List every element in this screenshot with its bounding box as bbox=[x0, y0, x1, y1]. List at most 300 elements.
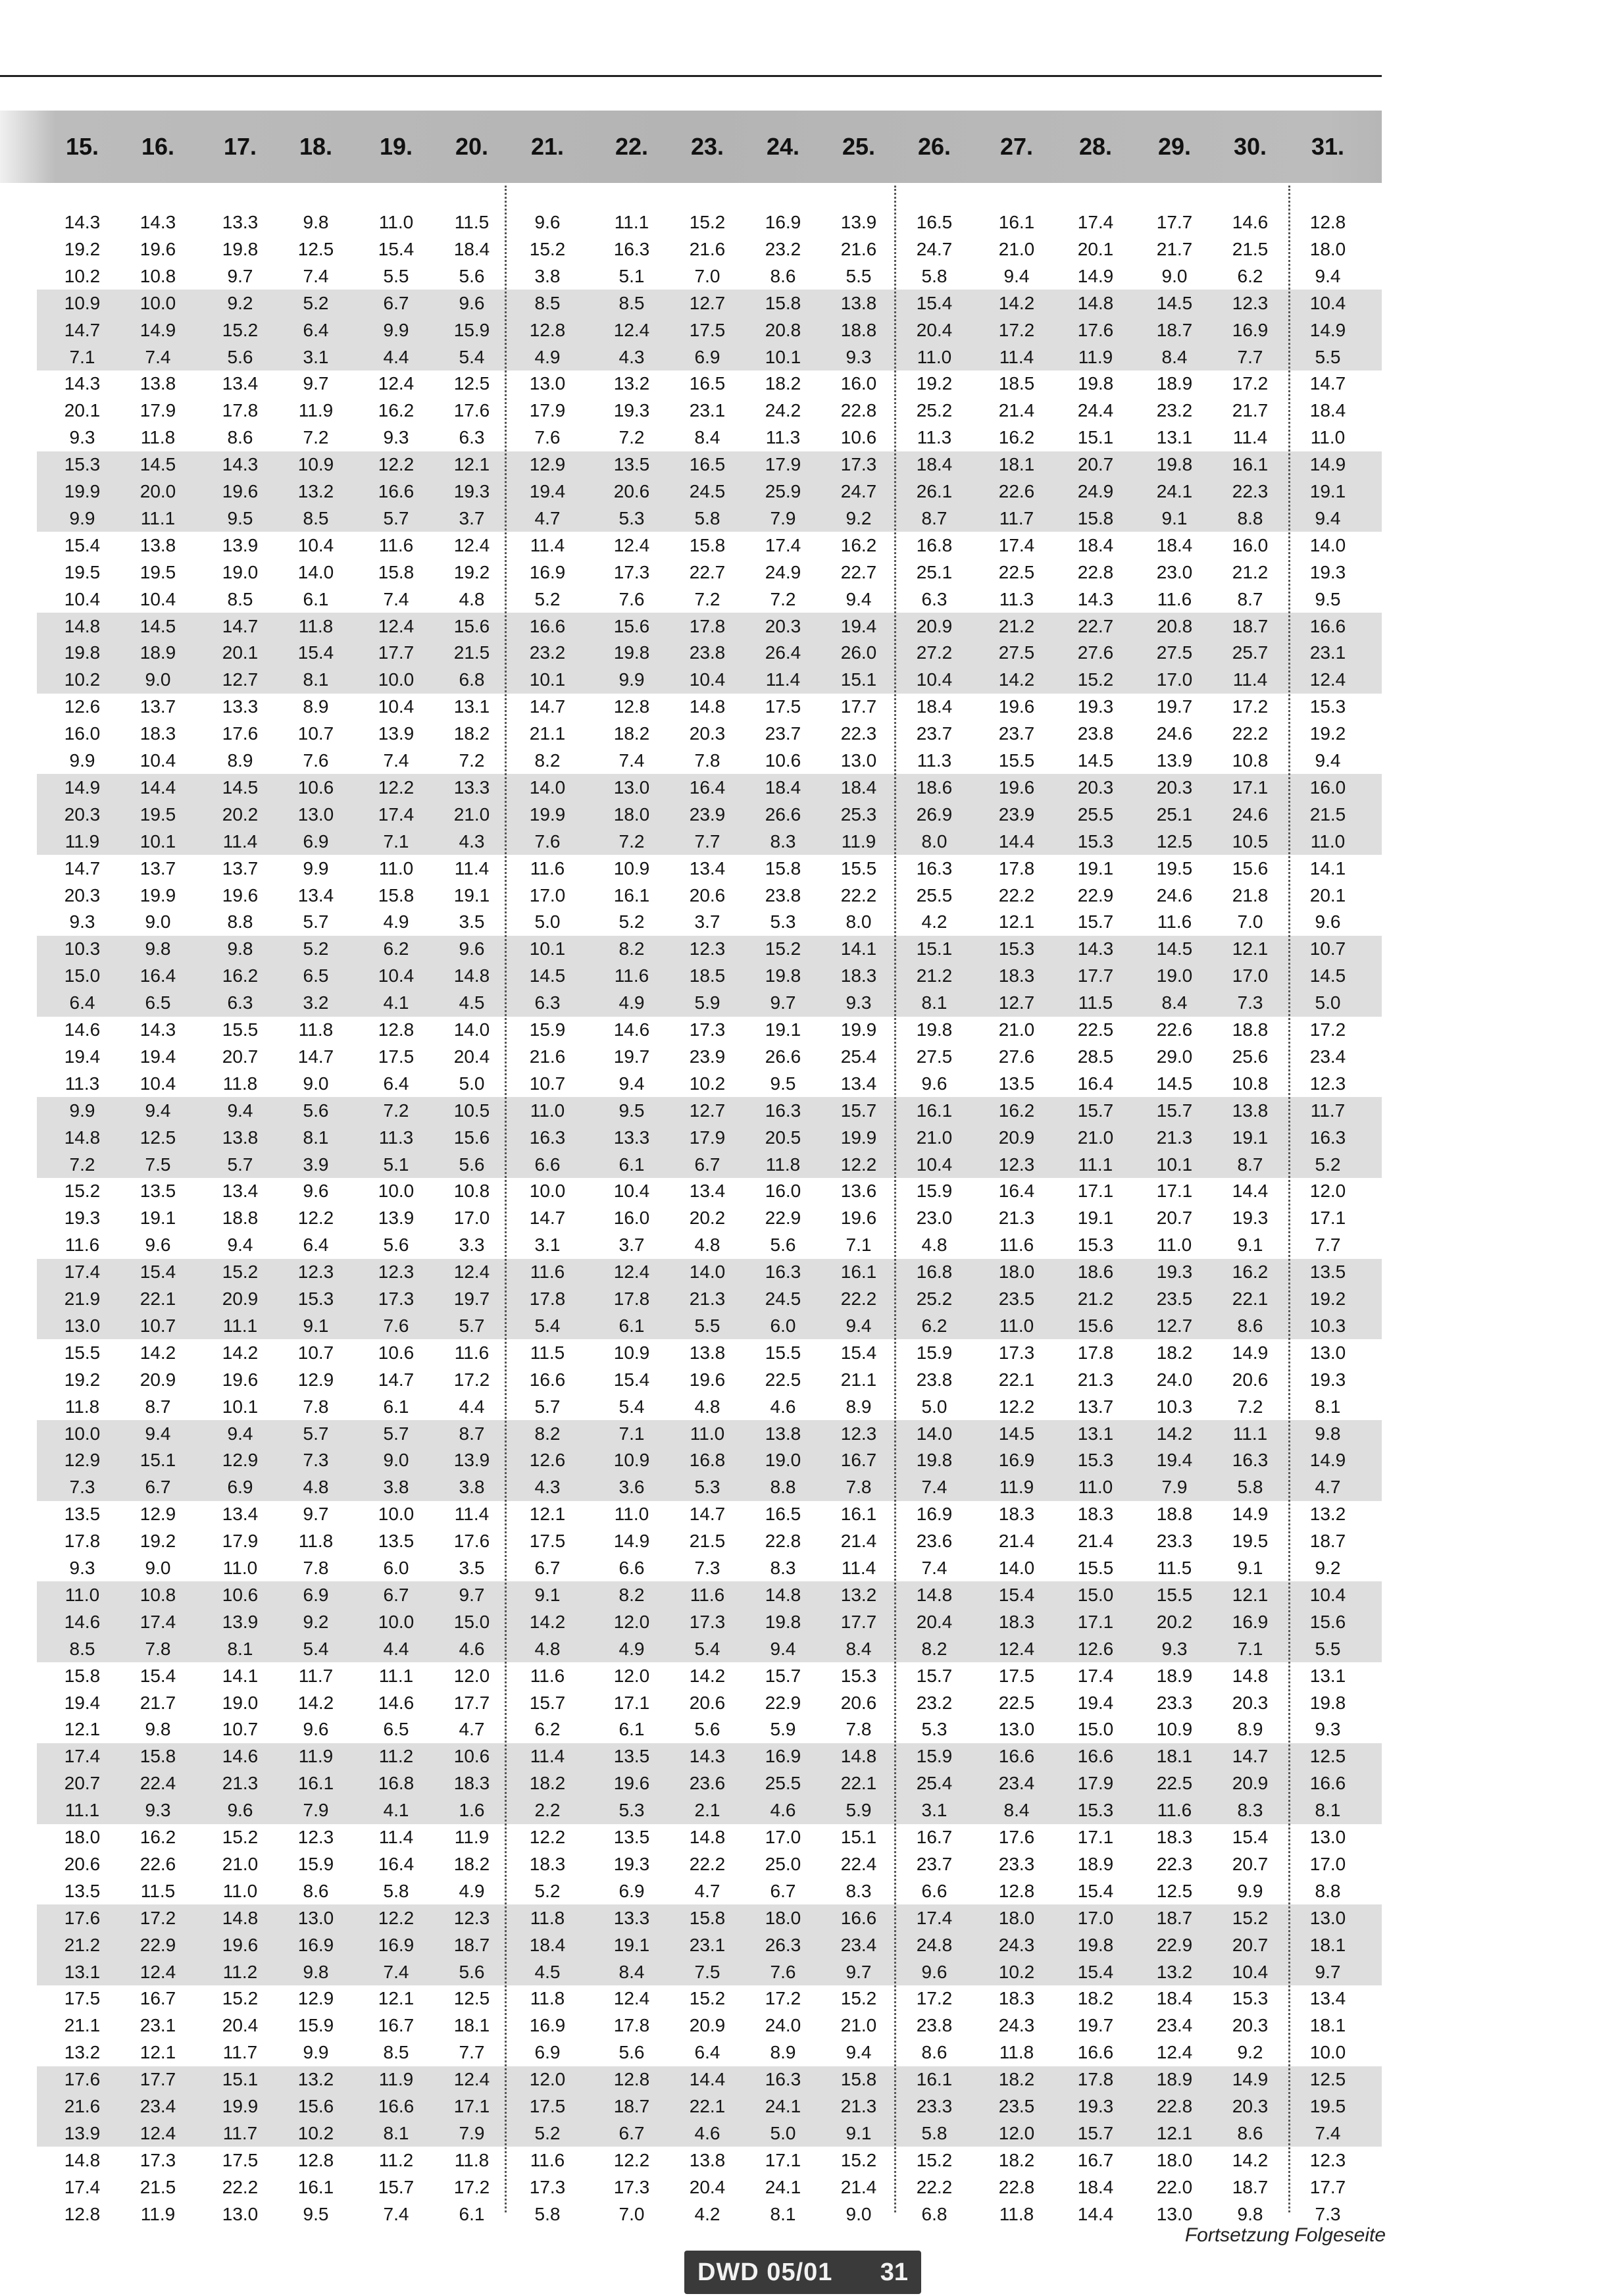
table-cell: 13.4 bbox=[222, 1504, 259, 1525]
table-cell: 11.0 bbox=[378, 212, 414, 232]
table-cell: 7.7 bbox=[1315, 1235, 1341, 1256]
table-cell: 15.5 bbox=[840, 857, 877, 879]
table-cell: 20.7 bbox=[64, 1773, 101, 1794]
table-cell: 19.8 bbox=[613, 642, 650, 663]
table-cell: 7.4 bbox=[921, 1477, 947, 1498]
table-cell: 9.4 bbox=[846, 1315, 872, 1336]
table-cell: 19.8 bbox=[916, 1019, 953, 1040]
table-cell: 5.2 bbox=[303, 292, 329, 313]
table-cell: 9.7 bbox=[846, 1961, 872, 1982]
table-cell: 22.1 bbox=[1232, 1288, 1269, 1309]
table-cell: 4.8 bbox=[303, 1477, 329, 1498]
table-cell: 23.6 bbox=[689, 1773, 726, 1794]
table-cell: 18.7 bbox=[453, 1934, 490, 1955]
table-cell: 25.5 bbox=[916, 884, 953, 906]
table-cell: 11.8 bbox=[530, 1907, 565, 1928]
table-cell: 21.4 bbox=[998, 400, 1035, 421]
table-cell: 10.7 bbox=[139, 1315, 176, 1336]
table-cell: 15.0 bbox=[64, 965, 101, 986]
table-cell: 17.3 bbox=[689, 1611, 726, 1632]
table-cell: 17.5 bbox=[64, 1988, 101, 2009]
table-cell: 11.0 bbox=[1078, 1477, 1113, 1498]
table-cell: 11.4 bbox=[222, 830, 258, 852]
table-cell: 17.0 bbox=[1309, 1853, 1346, 1874]
table-cell: 16.1 bbox=[840, 1262, 877, 1283]
table-cell: 8.9 bbox=[770, 2042, 796, 2063]
table-cell: 19.2 bbox=[453, 561, 490, 582]
table-cell: 20.1 bbox=[222, 642, 259, 663]
table-cell: 15.2 bbox=[689, 212, 726, 232]
table-cell: 15.3 bbox=[1077, 1235, 1114, 1256]
table-cell: 3.1 bbox=[921, 1800, 947, 1821]
table-cell: 17.3 bbox=[378, 1288, 415, 1309]
table-cell: 11.0 bbox=[222, 1880, 258, 1901]
table-cell: 11.5 bbox=[530, 1342, 565, 1363]
table-cell: 20.9 bbox=[998, 1127, 1035, 1148]
table-cell: 11.6 bbox=[999, 1235, 1034, 1256]
table-cell: 20.2 bbox=[1156, 1611, 1193, 1632]
table-cell: 17.2 bbox=[1232, 696, 1269, 717]
table-cell: 7.4 bbox=[383, 1961, 409, 1982]
table-cell: 13.9 bbox=[222, 1611, 259, 1632]
table-cell: 18.3 bbox=[998, 1611, 1035, 1632]
table-cell: 8.1 bbox=[1315, 1396, 1341, 1417]
table-cell: 18.0 bbox=[1156, 2149, 1193, 2170]
table-cell: 9.0 bbox=[303, 1073, 329, 1094]
table-cell: 19.2 bbox=[916, 373, 953, 394]
table-cell: 7.4 bbox=[921, 1558, 947, 1578]
table-cell: 6.1 bbox=[619, 1154, 645, 1175]
table-cell: 14.9 bbox=[1232, 1504, 1269, 1525]
table-cell: 7.6 bbox=[534, 830, 561, 852]
table-cell: 16.6 bbox=[529, 615, 566, 636]
table-cell: 16.0 bbox=[1309, 777, 1346, 798]
table-cell: 15.8 bbox=[765, 292, 801, 313]
table-cell: 5.5 bbox=[694, 1315, 720, 1336]
table-cell: 9.7 bbox=[303, 1504, 329, 1525]
table-cell: 11.6 bbox=[1157, 1800, 1192, 1821]
table-cell: 14.7 bbox=[222, 615, 259, 636]
table-cell: 6.1 bbox=[383, 1396, 409, 1417]
table-cell: 9.7 bbox=[303, 373, 329, 394]
table-cell: 12.1 bbox=[64, 1719, 101, 1740]
table-cell: 19.9 bbox=[64, 481, 101, 501]
table-cell: 16.8 bbox=[916, 1262, 953, 1283]
table-cell: 23.8 bbox=[689, 642, 726, 663]
table-cell: 13.8 bbox=[765, 1423, 801, 1444]
table-cell: 19.7 bbox=[613, 1046, 650, 1067]
table-cell: 8.7 bbox=[145, 1396, 171, 1417]
table-cell: 17.8 bbox=[998, 857, 1035, 879]
table-cell: 19.7 bbox=[453, 1288, 490, 1309]
table-cell: 11.4 bbox=[530, 1746, 565, 1767]
table-cell: 6.7 bbox=[619, 2122, 645, 2143]
table-cell: 5.8 bbox=[534, 2203, 561, 2224]
table-cell: 22.3 bbox=[1232, 481, 1269, 501]
table-cell: 8.3 bbox=[770, 1558, 796, 1578]
table-cell: 6.4 bbox=[694, 2042, 720, 2063]
table-cell: 5.9 bbox=[770, 1719, 796, 1740]
table-cell: 14.0 bbox=[529, 777, 566, 798]
table-cell: 4.7 bbox=[534, 507, 561, 528]
table-cell: 6.3 bbox=[534, 992, 561, 1013]
table-cell: 12.3 bbox=[297, 1827, 334, 1847]
table-cell: 4.9 bbox=[619, 992, 645, 1013]
table-cell: 9.6 bbox=[303, 1181, 329, 1202]
table-cell: 20.3 bbox=[689, 723, 726, 744]
table-cell: 13.0 bbox=[613, 777, 650, 798]
table-cell: 8.8 bbox=[770, 1477, 796, 1498]
table-cell: 3.8 bbox=[459, 1477, 485, 1498]
table-cell: 15.4 bbox=[297, 642, 334, 663]
table-cell: 11.6 bbox=[1157, 911, 1192, 932]
table-cell: 16.4 bbox=[1077, 1073, 1114, 1094]
table-cell: 8.2 bbox=[534, 750, 561, 771]
table-cell: 4.9 bbox=[459, 1880, 485, 1901]
table-cell: 7.2 bbox=[459, 750, 485, 771]
table-cell: 20.1 bbox=[1077, 238, 1114, 259]
table-cell: 17.2 bbox=[453, 1369, 490, 1390]
table-cell: 13.4 bbox=[1309, 1988, 1346, 2009]
table-cell: 16.6 bbox=[378, 2096, 415, 2116]
table-cell: 12.3 bbox=[453, 1907, 490, 1928]
table-cell: 22.9 bbox=[139, 1934, 176, 1955]
table-cell: 15.9 bbox=[916, 1342, 953, 1363]
table-cell: 14.7 bbox=[1232, 1746, 1269, 1767]
table-cell: 15.4 bbox=[840, 1342, 877, 1363]
table-cell: 15.1 bbox=[139, 1450, 176, 1471]
table-cell: 7.3 bbox=[303, 1450, 329, 1471]
table-cell: 22.1 bbox=[689, 2096, 726, 2116]
table-cell: 10.1 bbox=[139, 830, 176, 852]
table-cell: 8.5 bbox=[69, 1638, 95, 1659]
table-cell: 19.8 bbox=[916, 1450, 953, 1471]
table-cell: 10.9 bbox=[64, 292, 101, 313]
table-cell: 18.3 bbox=[1077, 1504, 1114, 1525]
table-cell: 9.9 bbox=[303, 857, 329, 879]
table-cell: 6.5 bbox=[383, 1719, 409, 1740]
table-cell: 10.4 bbox=[297, 534, 334, 555]
day-header: 20. bbox=[455, 133, 489, 160]
day-header: 29. bbox=[1157, 133, 1192, 160]
table-cell: 19.5 bbox=[1309, 2096, 1346, 2116]
table-cell: 8.5 bbox=[303, 507, 329, 528]
table-cell: 20.3 bbox=[1232, 1692, 1269, 1713]
table-cell: 4.6 bbox=[694, 2122, 720, 2143]
table-cell: 20.1 bbox=[1309, 884, 1346, 906]
table-cell: 18.4 bbox=[840, 777, 877, 798]
table-cell: 10.9 bbox=[613, 1450, 650, 1471]
table-cell: 14.8 bbox=[222, 1907, 259, 1928]
table-cell: 14.0 bbox=[916, 1423, 953, 1444]
table-cell: 10.2 bbox=[998, 1961, 1035, 1982]
table-cell: 8.4 bbox=[619, 1961, 645, 1982]
table-cell: 17.8 bbox=[613, 1288, 650, 1309]
table-cell: 15.3 bbox=[840, 1665, 877, 1686]
table-cell: 7.2 bbox=[383, 1100, 409, 1121]
page-tag bbox=[684, 2251, 921, 2294]
table-cell: 3.7 bbox=[619, 1235, 645, 1256]
table-cell: 23.6 bbox=[916, 1531, 953, 1552]
table-cell: 27.6 bbox=[1077, 642, 1114, 663]
table-cell: 19.8 bbox=[1156, 454, 1193, 475]
table-cell: 23.9 bbox=[689, 804, 726, 825]
table-cell: 5.0 bbox=[534, 911, 561, 932]
table-cell: 16.6 bbox=[1077, 2042, 1114, 2063]
table-cell: 14.7 bbox=[1309, 373, 1346, 394]
table-cell: 12.2 bbox=[840, 1154, 877, 1175]
table-cell: 9.1 bbox=[303, 1315, 329, 1336]
table-cell: 22.5 bbox=[998, 561, 1035, 582]
table-cell: 15.3 bbox=[1077, 830, 1114, 852]
table-cell: 19.7 bbox=[1077, 2015, 1114, 2036]
table-cell: 16.4 bbox=[998, 1181, 1035, 1202]
table-cell: 8.3 bbox=[1237, 1800, 1263, 1821]
table-cell: 17.3 bbox=[529, 2176, 566, 2197]
column-separator bbox=[894, 186, 896, 2212]
table-cell: 7.3 bbox=[1237, 992, 1263, 1013]
table-cell: 13.0 bbox=[1309, 1907, 1346, 1928]
day-header: 22. bbox=[615, 133, 649, 160]
table-cell: 7.6 bbox=[534, 427, 561, 448]
column-separator bbox=[505, 186, 507, 2212]
table-cell: 13.9 bbox=[840, 212, 877, 232]
table-cell: 14.1 bbox=[1309, 857, 1346, 879]
day-header: 28. bbox=[1078, 133, 1113, 160]
table-cell: 22.2 bbox=[840, 884, 877, 906]
table-cell: 7.9 bbox=[770, 507, 796, 528]
table-cell: 18.3 bbox=[139, 723, 176, 744]
table-cell: 11.6 bbox=[614, 965, 649, 986]
table-cell: 6.4 bbox=[303, 319, 329, 340]
table-cell: 13.0 bbox=[297, 804, 334, 825]
table-cell: 13.0 bbox=[1309, 1342, 1346, 1363]
table-cell: 19.6 bbox=[222, 884, 259, 906]
table-cell: 17.5 bbox=[529, 2096, 566, 2116]
table-cell: 10.7 bbox=[529, 1073, 566, 1094]
table-cell: 15.8 bbox=[64, 1665, 101, 1686]
table-cell: 12.1 bbox=[1156, 2122, 1193, 2143]
table-cell: 19.1 bbox=[613, 1934, 650, 1955]
table-cell: 7.6 bbox=[303, 750, 329, 771]
table-cell: 14.3 bbox=[1077, 938, 1114, 959]
table-cell: 25.1 bbox=[916, 561, 953, 582]
table-cell: 18.4 bbox=[453, 238, 490, 259]
table-cell: 8.8 bbox=[1237, 507, 1263, 528]
table-cell: 15.6 bbox=[453, 1127, 490, 1148]
table-cell: 9.9 bbox=[383, 319, 409, 340]
table-cell: 4.9 bbox=[534, 346, 561, 367]
table-cell: 14.2 bbox=[529, 1611, 566, 1632]
table-cell: 13.0 bbox=[1309, 1827, 1346, 1847]
table-cell: 12.0 bbox=[998, 2122, 1035, 2143]
table-cell: 23.7 bbox=[765, 723, 801, 744]
table-cell: 7.9 bbox=[1161, 1477, 1188, 1498]
table-cell: 12.6 bbox=[1077, 1638, 1114, 1659]
table-cell: 17.1 bbox=[453, 2096, 490, 2116]
table-cell: 5.2 bbox=[534, 1880, 561, 1901]
table-cell: 16.7 bbox=[916, 1827, 953, 1847]
table-cell: 10.0 bbox=[64, 1423, 101, 1444]
table-cell: 18.3 bbox=[529, 1853, 566, 1874]
table-cell: 19.2 bbox=[1309, 1288, 1346, 1309]
table-cell: 15.7 bbox=[1156, 1100, 1193, 1121]
table-cell: 9.3 bbox=[69, 1558, 95, 1578]
table-cell: 13.9 bbox=[1156, 750, 1193, 771]
table-cell: 19.8 bbox=[1077, 373, 1114, 394]
table-cell: 11.3 bbox=[999, 588, 1034, 609]
table-cell: 23.1 bbox=[139, 2015, 176, 2036]
table-cell: 15.4 bbox=[64, 534, 101, 555]
table-cell: 11.6 bbox=[690, 1584, 725, 1605]
table-cell: 17.1 bbox=[1077, 1827, 1114, 1847]
table-cell: 16.3 bbox=[765, 1100, 801, 1121]
table-cell: 12.3 bbox=[297, 1262, 334, 1283]
table-cell: 12.4 bbox=[453, 534, 490, 555]
table-cell: 11.8 bbox=[222, 1073, 258, 1094]
table-cell: 20.9 bbox=[139, 1369, 176, 1390]
table-cell: 6.7 bbox=[145, 1477, 171, 1498]
table-cell: 10.0 bbox=[378, 669, 415, 690]
table-cell: 15.7 bbox=[765, 1665, 801, 1686]
table-cell: 14.5 bbox=[1156, 292, 1193, 313]
table-cell: 13.9 bbox=[378, 723, 415, 744]
table-cell: 19.1 bbox=[139, 1208, 176, 1229]
table-cell: 13.5 bbox=[64, 1880, 101, 1901]
table-cell: 11.1 bbox=[140, 507, 176, 528]
table-cell: 16.5 bbox=[689, 454, 726, 475]
table-cell: 22.9 bbox=[1077, 884, 1114, 906]
table-cell: 19.6 bbox=[840, 1208, 877, 1229]
table-cell: 5.0 bbox=[770, 2122, 796, 2143]
table-cell: 14.7 bbox=[297, 1046, 334, 1067]
table-cell: 14.3 bbox=[689, 1746, 726, 1767]
table-cell: 20.6 bbox=[840, 1692, 877, 1713]
table-cell: 9.7 bbox=[770, 992, 796, 1013]
table-cell: 7.4 bbox=[383, 2203, 409, 2224]
table-cell: 11.1 bbox=[378, 1665, 414, 1686]
day-header: 27. bbox=[999, 133, 1034, 160]
table-cell: 23.2 bbox=[916, 1692, 953, 1713]
table-cell: 8.4 bbox=[694, 427, 720, 448]
table-cell: 10.3 bbox=[64, 938, 101, 959]
table-cell: 17.5 bbox=[765, 696, 801, 717]
table-cell: 10.4 bbox=[1309, 1584, 1346, 1605]
table-cell: 23.3 bbox=[916, 2096, 953, 2116]
table-cell: 14.2 bbox=[1232, 2149, 1269, 2170]
table-cell: 8.1 bbox=[1315, 1800, 1341, 1821]
table-cell: 16.0 bbox=[613, 1208, 650, 1229]
table-cell: 14.6 bbox=[64, 1611, 101, 1632]
table-cell: 9.4 bbox=[846, 588, 872, 609]
table-cell: 8.1 bbox=[303, 669, 329, 690]
table-cell: 11.9 bbox=[298, 400, 334, 421]
table-cell: 19.2 bbox=[64, 238, 101, 259]
table-cell: 18.2 bbox=[529, 1773, 566, 1794]
table-cell: 17.3 bbox=[139, 2149, 176, 2170]
table-cell: 12.4 bbox=[378, 615, 415, 636]
table-cell: 20.7 bbox=[1232, 1853, 1269, 1874]
day-header: 19. bbox=[379, 133, 413, 160]
table-cell: 7.1 bbox=[383, 830, 409, 852]
table-cell: 11.0 bbox=[1310, 830, 1346, 852]
table-cell: 12.0 bbox=[613, 1611, 650, 1632]
table-cell: 16.2 bbox=[378, 400, 415, 421]
table-cell: 19.9 bbox=[840, 1127, 877, 1148]
table-cell: 22.9 bbox=[765, 1692, 801, 1713]
table-cell: 13.8 bbox=[689, 2149, 726, 2170]
table-cell: 16.9 bbox=[529, 2015, 566, 2036]
table-cell: 14.9 bbox=[1309, 319, 1346, 340]
table-cell: 20.6 bbox=[613, 481, 650, 501]
table-cell: 11.8 bbox=[765, 1154, 801, 1175]
table-cell: 10.4 bbox=[1309, 292, 1346, 313]
table-cell: 20.3 bbox=[64, 804, 101, 825]
table-cell: 7.0 bbox=[694, 265, 720, 286]
table-cell: 19.1 bbox=[453, 884, 490, 906]
table-cell: 14.8 bbox=[64, 1127, 101, 1148]
table-cell: 6.7 bbox=[770, 1880, 796, 1901]
table-cell: 11.5 bbox=[454, 212, 490, 232]
table-cell: 15.1 bbox=[840, 669, 877, 690]
table-cell: 13.3 bbox=[613, 1127, 650, 1148]
table-cell: 9.4 bbox=[227, 1100, 253, 1121]
table-cell: 17.9 bbox=[139, 400, 176, 421]
table-cell: 24.4 bbox=[1077, 400, 1114, 421]
table-cell: 5.1 bbox=[619, 265, 645, 286]
table-cell: 14.6 bbox=[378, 1692, 415, 1713]
table-cell: 22.2 bbox=[998, 884, 1035, 906]
table-cell: 16.9 bbox=[765, 1746, 801, 1767]
table-cell: 23.4 bbox=[1309, 1046, 1346, 1067]
table-cell: 11.1 bbox=[1078, 1154, 1113, 1175]
table-cell: 14.0 bbox=[453, 1019, 490, 1040]
table-cell: 25.9 bbox=[765, 481, 801, 501]
table-cell: 19.4 bbox=[64, 1692, 101, 1713]
table-cell: 7.2 bbox=[694, 588, 720, 609]
table-cell: 14.4 bbox=[689, 2069, 726, 2090]
table-cell: 27.5 bbox=[1156, 642, 1193, 663]
table-cell: 17.0 bbox=[453, 1208, 490, 1229]
table-cell: 27.6 bbox=[998, 1046, 1035, 1067]
table-cell: 22.1 bbox=[998, 1369, 1035, 1390]
table-cell: 13.0 bbox=[64, 1315, 101, 1336]
table-cell: 5.7 bbox=[383, 507, 409, 528]
table-cell: 8.5 bbox=[534, 292, 561, 313]
table-cell: 9.1 bbox=[1237, 1235, 1263, 1256]
table-cell: 11.0 bbox=[64, 1584, 100, 1605]
table-cell: 16.1 bbox=[998, 212, 1035, 232]
table-cell: 20.7 bbox=[1077, 454, 1114, 475]
table-cell: 16.8 bbox=[378, 1773, 415, 1794]
table-cell: 10.9 bbox=[613, 1342, 650, 1363]
table-cell: 13.8 bbox=[222, 1127, 259, 1148]
table-cell: 12.0 bbox=[613, 1665, 650, 1686]
table-cell: 20.4 bbox=[689, 2176, 726, 2197]
table-cell: 5.2 bbox=[534, 2122, 561, 2143]
table-cell: 18.3 bbox=[998, 965, 1035, 986]
table-cell: 9.0 bbox=[383, 1450, 409, 1471]
table-cell: 12.4 bbox=[613, 319, 650, 340]
table-cell: 14.8 bbox=[689, 1827, 726, 1847]
table-cell: 18.1 bbox=[453, 2015, 490, 2036]
table-cell: 5.1 bbox=[383, 1154, 409, 1175]
table-cell: 13.7 bbox=[139, 696, 176, 717]
table-cell: 26.3 bbox=[765, 1934, 801, 1955]
table-cell: 19.8 bbox=[1077, 1934, 1114, 1955]
table-cell: 14.5 bbox=[1309, 965, 1346, 986]
table-cell: 18.4 bbox=[1156, 534, 1193, 555]
